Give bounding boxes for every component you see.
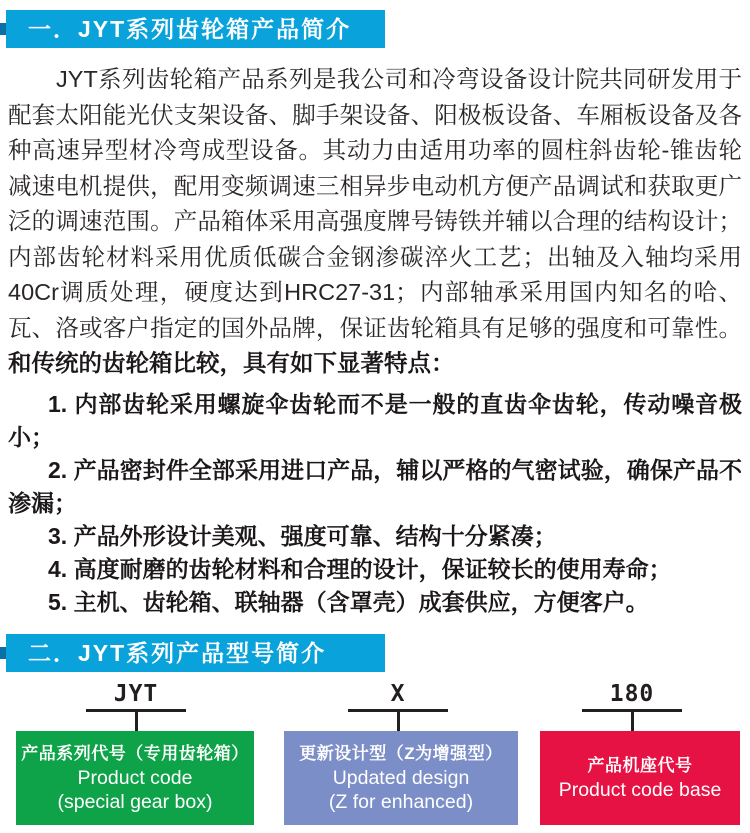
connector-stem (397, 709, 400, 732)
feature-item-4: 4. 高度耐磨的齿轮材料和合理的设计，保证较长的使用寿命； (48, 555, 672, 582)
feature-item-3: 3. 产品外形设计美观、强度可靠、结构十分紧凑； (48, 522, 557, 549)
model-code-label-jyt: JYT (113, 680, 159, 707)
connector-bar (348, 709, 448, 712)
section1-title: 一．JYT系列齿轮箱产品简介 (28, 16, 352, 42)
desc-cn: 产品系列代号（专用齿轮箱） (21, 744, 249, 763)
feature-item-1: 1. 内部齿轮采用螺旋伞齿轮而不是一般的直齿伞齿轮，传动噪音极小； (8, 390, 742, 450)
section2-title: 二．JYT系列产品型号简介 (28, 639, 327, 666)
desc-en-1: Product code (77, 767, 193, 789)
intro-paragraph (8, 62, 742, 382)
model-part-180 (0, 672, 750, 833)
feature-list (8, 388, 742, 619)
desc-en-2: (Z for enhanced) (328, 791, 474, 813)
desc-cn: 更新设计型（Z为增强型） (299, 744, 503, 763)
model-desc-box-red (540, 731, 740, 825)
model-part-x (0, 672, 750, 833)
connector-stem (135, 709, 138, 732)
section1-title-banner (6, 10, 385, 48)
model-part-jyt (0, 672, 750, 833)
intro-paragraph-bold: 和传统的齿轮箱比较，具有如下显著特点： (8, 350, 455, 376)
section2-title-banner (6, 634, 385, 672)
banner-fold-decoration (0, 647, 6, 659)
desc-en-1: Product code base (558, 779, 722, 801)
feature-item-2: 2. 产品密封件全部采用进口产品，辅以严格的气密试验，确保产品不渗漏； (8, 456, 742, 516)
feature-item-5: 5. 主机、齿轮箱、联轴器（含罩壳）成套供应，方便客户。 (48, 588, 649, 615)
desc-en-1: Updated design (332, 767, 470, 789)
connector-bar (86, 709, 186, 712)
desc-cn: 产品机座代号 (587, 756, 693, 775)
connector-bar (582, 709, 682, 712)
desc-en-2: (special gear box) (57, 791, 213, 813)
model-number-diagram (0, 672, 750, 833)
intro-paragraph-normal: JYT系列齿轮箱产品系列是我公司和冷弯设备设计院共同研发用于配套太阳能光伏支架设备、脚手架设备、阳极板设备、车厢板设备及各种高速异型材冷弯成型设备。其动力由适用功率的圆柱斜齿轮-锥齿轮减速电机提供，配用变频调速三相异步电动机方便产品调试和获取更广泛的调速范围。产品箱体采用高强度牌号铸铁并辅以合理的结构设计；内部齿轮材料采用优质低碳合金钢渗碳淬火工艺；出轴及入轴均采用40Cr调质处理，硬度达到HRC27-31；内部轴承采用国内知名的哈、瓦、洛或客户指定的国外品牌，保证齿轮箱具有足够的强度和可靠性。 (8, 66, 742, 341)
model-code-label-180: 180 (609, 680, 655, 707)
model-code-label-x: X (390, 680, 406, 707)
model-desc-box-green (16, 731, 254, 825)
connector-stem (631, 709, 634, 732)
document-page (0, 10, 750, 813)
banner-fold-decoration (0, 23, 6, 35)
model-desc-box-blue (284, 731, 518, 825)
